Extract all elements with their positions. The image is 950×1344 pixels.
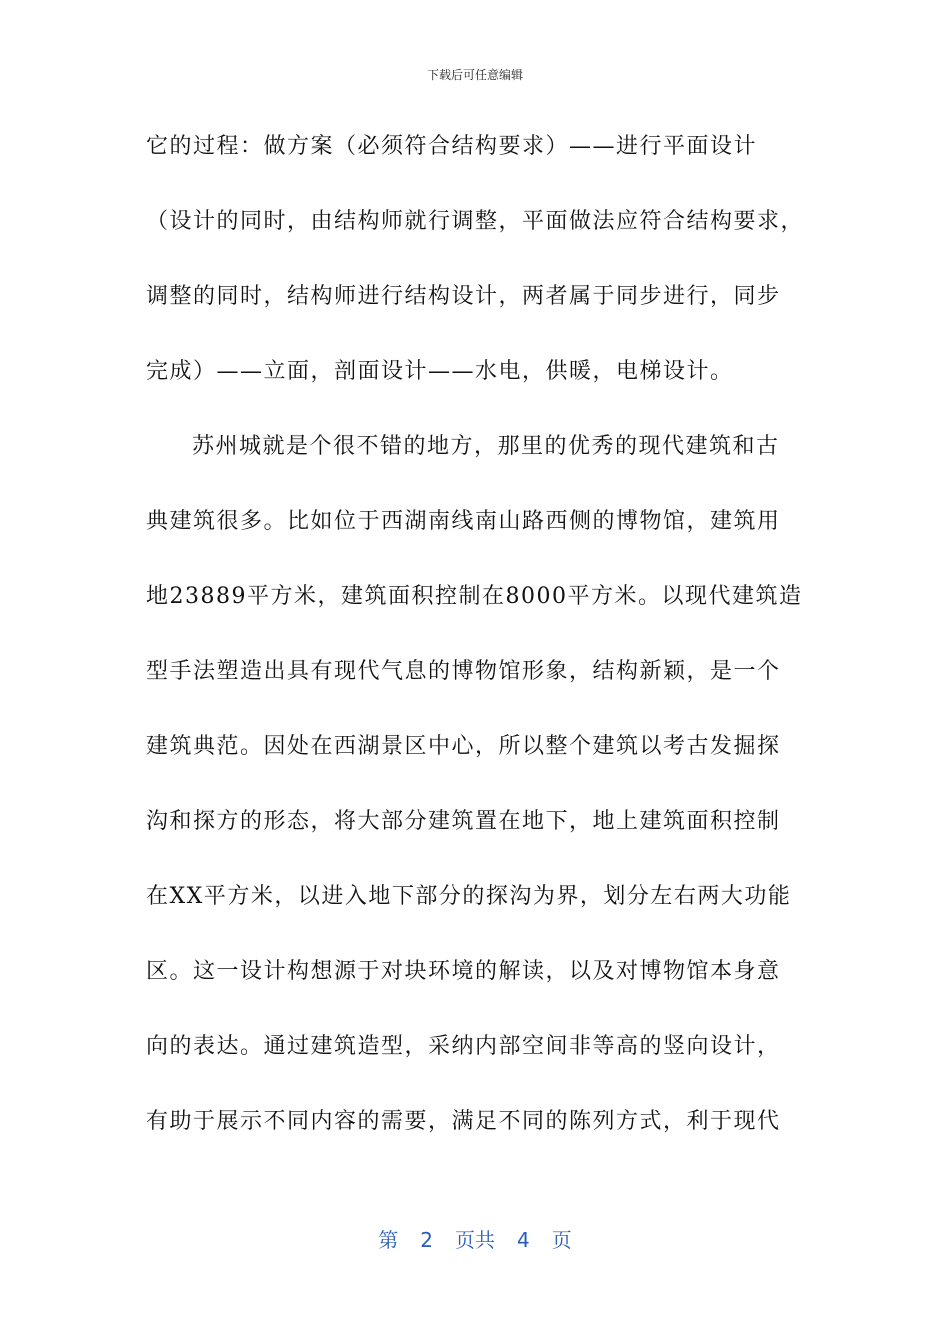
footer-total-pages: 4	[517, 1228, 530, 1252]
footer-page-number: 2	[420, 1228, 433, 1252]
footer-ye: 页	[551, 1228, 572, 1252]
text-line: 在XX平方米，以进入地下部分的探沟为界，划分左右两大功能	[146, 884, 792, 909]
header-note: 下载后可任意编辑	[426, 68, 523, 82]
text-line: 苏州城就是个很不错的地方，那里的优秀的现代建筑和古	[192, 434, 780, 459]
text-line: 典建筑很多。比如位于西湖南线南山路西侧的博物馆，建筑用	[146, 509, 781, 534]
text-line: 沟和探方的形态，将大部分建筑置在地下，地上建筑面积控制	[146, 809, 781, 834]
text-line: 完成）——立面，剖面设计——水电，供暖，电梯设计。	[146, 359, 734, 384]
footer-ye-gong: 页共	[455, 1228, 495, 1252]
text-line: 地23889平方米，建筑面积控制在8000平方米。以现代建筑造	[146, 584, 803, 609]
document-body	[146, 120, 806, 1170]
text-line: 区。这一设计构想源于对块环境的解读，以及对博物馆本身意	[146, 959, 781, 984]
text-line: （设计的同时，由结构师就行调整，平面做法应符合结构要求，	[146, 209, 805, 234]
footer-di: 第	[378, 1228, 399, 1252]
text-line: 型手法塑造出具有现代气息的博物馆形象，结构新颖，是一个	[146, 659, 781, 684]
page-footer	[0, 1224, 950, 1253]
text-line: 向的表达。通过建筑造型，采纳内部空间非等高的竖向设计，	[146, 1034, 781, 1059]
text-line: 有助于展示不同内容的需要，满足不同的陈列方式，利于现代	[146, 1109, 781, 1134]
text-line: 建筑典范。因处在西湖景区中心，所以整个建筑以考古发掘探	[146, 734, 781, 759]
text-line: 调整的同时，结构师进行结构设计，两者属于同步进行，同步	[146, 284, 781, 309]
text-line: 它的过程：做方案（必须符合结构要求）——进行平面设计	[146, 134, 758, 159]
